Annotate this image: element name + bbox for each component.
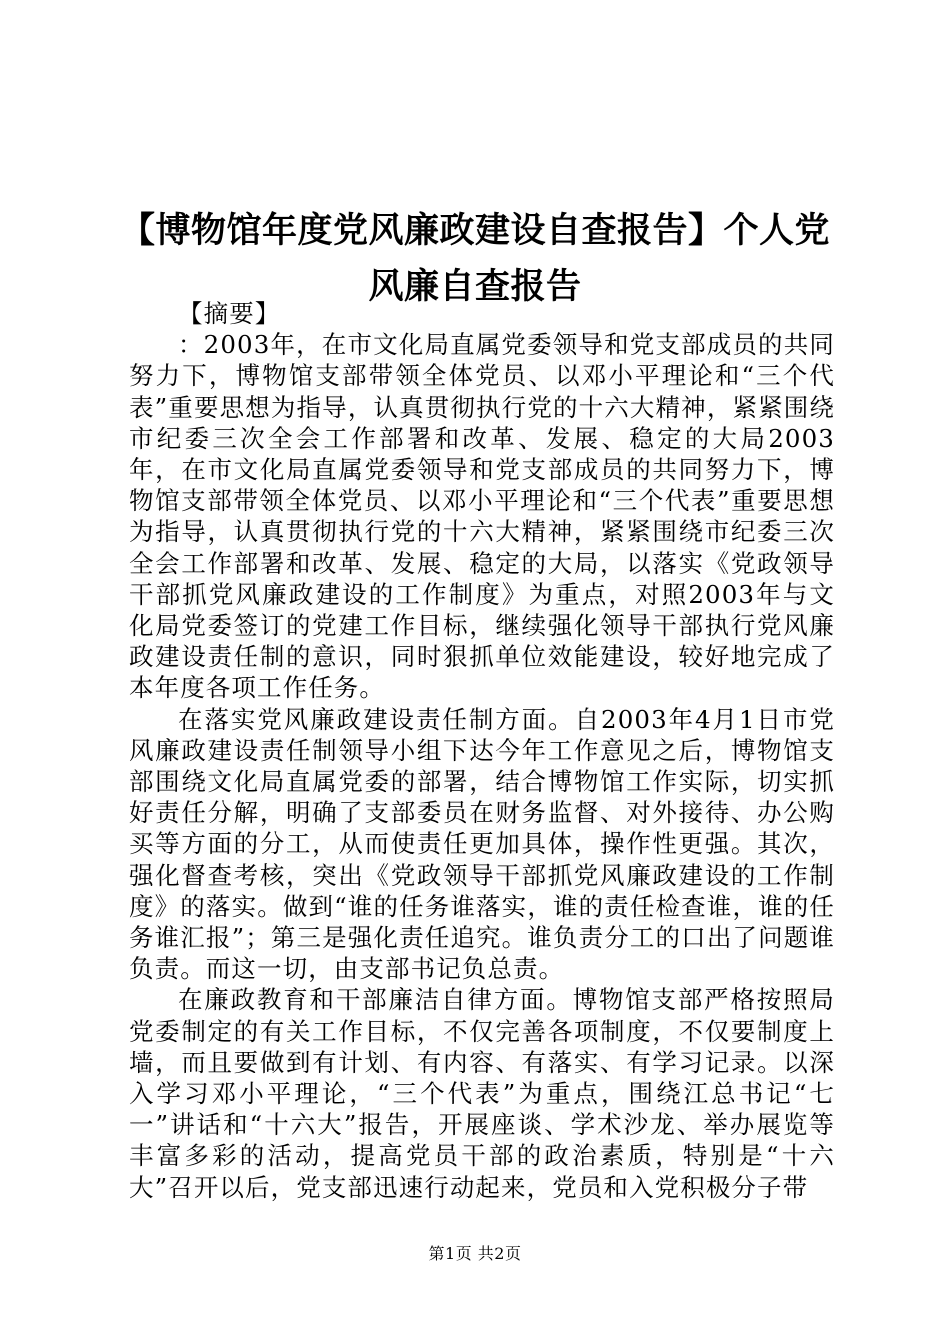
document-title: 【博物馆年度党风廉政建设自查报告】个人党风廉自查报告 [119, 210, 830, 308]
paragraph-abstract: ：2003年，在市文化局直属党委领导和党支部成员的共同努力下，博物馆支部带领全体党员、以邓小平理论和“三个代表”重要思想为指导，认真贯彻执行党的十六大精神，紧紧围绕市纪委三次全会工作部署和改革、发展、稳定的大局2003年，在市文化局直属党委领导和党支部成员的共同努力下，博物馆支部带领全体党员、以邓小平理论和“三个代表”重要思想为指导，认真贯彻执行党的十六大精神，紧紧围绕市纪委三次全会工作部署和改革、发展、稳定的大局，以落实《党政领导干部抓党风廉政建设的工作制度》为重点，对照2003年与文化局党委签订的党建工作目标，继续强化领导干部执行党风廉政建设责任制的意识，同时狠抓单位效能建设，较好地完成了本年度各项工作任务。 [129, 330, 835, 703]
abstract-label: 【摘要】 [178, 299, 281, 328]
page-footer: 第1页 共2页 [428, 1244, 522, 1263]
document-body [129, 298, 835, 1203]
paragraph-education: 在廉政教育和干部廉洁自律方面。博物馆支部严格按照局党委制定的有关工作目标，不仅完善各项制度，不仅要制度上墙，而且要做到有计划、有内容、有落实、有学习记录。以深入学习邓小平理论，“三个代表”为重点，围绕江总书记“七一”讲话和“十六大”报告，开展座谈、学术沙龙、举办展览等丰富多彩的活动，提高党员干部的政治素质，特别是“十六大”召开以后，党支部迅速行动起来，党员和入党积极分子带 [129, 985, 835, 1202]
paragraph-responsibility: 在落实党风廉政建设责任制方面。自2003年4月1日市党风廉政建设责任制领导小组下达今年工作意见之后，博物馆支部围绕文化局直属党委的部署，结合博物馆工作实际，切实抓好责任分解，明确了支部委员在财务监督、对外接待、办公购买等方面的分工，从而使责任更加具体，操作性更强。其次，强化督查考核，突出《党政领导干部抓党风廉政建设的工作制度》的落实。做到“谁的任务谁落实，谁的责任检查谁，谁的任务谁汇报”；第三是强化责任追究。谁负责分工的口出了问题谁负责。而这一切，由支部书记负总责。 [129, 704, 835, 984]
